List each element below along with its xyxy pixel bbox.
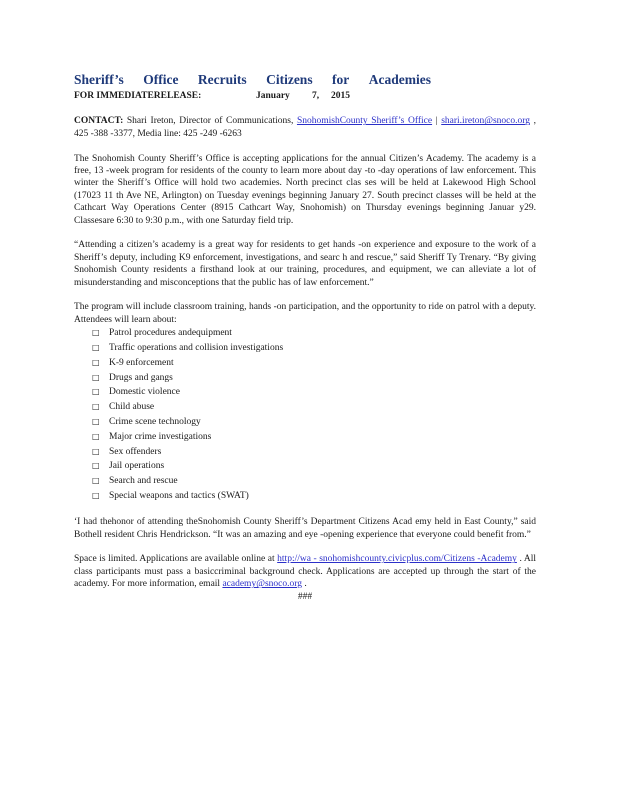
paragraph-closing <box>74 553 536 590</box>
checkbox-icon: □ <box>92 387 100 397</box>
title-word: Recruits <box>197 72 247 87</box>
list-item-label: Search and rescue <box>109 476 178 487</box>
list-item <box>92 415 536 430</box>
paragraph-resident-quote: ‘I had thehonor of attending theSnohomish County Sheriff’s Department Citizens Acad emy held in East County,” said Bothell resident Chris Hendrickson. “It was an amazing and eye -opening experience that everyone could benefit from.” <box>74 517 536 540</box>
list-item-label: Traffic operations and collision investigations <box>109 343 284 354</box>
title-word: Sheriff’s <box>74 72 124 87</box>
closing-text: . All class participants must pass a basiccriminal background check. Applications are accepted up through the start of the academy. For more information, email <box>74 554 536 590</box>
list-item-label: Sex offenders <box>109 446 162 457</box>
contact-phones: , 425 -388 -3377, Media line: 425 -249 -6263 <box>74 116 536 139</box>
end-mark: ### <box>297 591 313 602</box>
list-item-label: K-9 enforcement <box>109 357 174 368</box>
list-item <box>92 371 536 386</box>
list-item-label: Patrol procedures andequipment <box>109 328 232 339</box>
paragraph-announcement: The Snohomish County Sheriff’s Office is accepting applications for the annual Citizen’s Academy. The academy is a free, 13 -week program for residents of the county to learn more about day -to -day operations of law enforcement. This winter the Sheriff’s Office will hold two academies. North precinct clas ses will be held at Lakewood High School (17023 11 th Ave NE, Arlington) on Tuesday evenings beginning January 27. South precinct classes will be held at the Cathcart Way Operations Center (8915 Cathcart Way, Snohomish) on Thursday evenings beginning Januar y29. Classesare 6:30 to 9:30 p.m., with one Saturday field trip. <box>74 153 536 226</box>
list-item <box>92 385 536 400</box>
list-item <box>92 489 536 504</box>
release-label: FOR IMMEDIATERELEASE: <box>74 91 202 101</box>
checkbox-icon: □ <box>92 357 100 367</box>
list-item-label: Child abuse <box>109 402 155 413</box>
release-day: 7, <box>312 91 320 101</box>
release-line <box>74 91 536 103</box>
release-month: January <box>256 91 290 101</box>
checkbox-icon: □ <box>92 372 100 382</box>
contact-paragraph <box>74 115 536 140</box>
title-word: Citizens <box>266 72 313 87</box>
checkbox-icon: □ <box>92 461 100 471</box>
page-title <box>74 72 431 88</box>
title-word: Academies <box>368 72 431 87</box>
title-word: Office <box>143 72 179 87</box>
contact-label: CONTACT: <box>74 116 124 127</box>
contact-text: Shari Ireton, Director of Communications, <box>123 116 297 127</box>
checkbox-icon: □ <box>92 476 100 486</box>
release-year: 2015 <box>331 91 350 101</box>
checkbox-icon: □ <box>92 343 100 353</box>
contact-separator: | <box>432 116 442 127</box>
paragraph-sheriff-quote: “Attending a citizen’s academy is a great way for residents to get hands -on experience and exposure to the work of a Sheriff’s deputy, including K9 enforcement, investigations, and searc h and rescue,” said Sheriff Ty Trenary. “By giving Snohomish County residents a firsthand look at our training, procedures, and equipment, we can alleviate a lot of misunderstanding and misconceptions that the public has of law enforcement.” <box>74 240 536 288</box>
list-item <box>92 400 536 415</box>
list-item <box>92 356 536 371</box>
academy-email-link[interactable]: academy@snoco.org <box>222 579 302 590</box>
title-word: for <box>332 72 350 87</box>
list-item <box>92 341 536 356</box>
contact-email-link[interactable]: shari.ireton@snoco.org <box>441 116 530 127</box>
list-item <box>92 459 536 474</box>
checkbox-icon: □ <box>92 402 100 412</box>
list-item <box>92 445 536 460</box>
list-item-label: Domestic violence <box>109 387 180 398</box>
closing-text: . <box>301 579 307 590</box>
press-release <box>74 72 536 602</box>
paragraph-program: The program will include classroom training, hands -on participation, and the opportunity to ride on patrol with a deputy. Attendees will learn about: <box>74 302 536 325</box>
list-item <box>92 430 536 445</box>
list-item-label: Special weapons and tactics (SWAT) <box>109 491 249 502</box>
list-item-label: Drugs and gangs <box>109 372 173 383</box>
checkbox-icon: □ <box>92 431 100 441</box>
checkbox-icon: □ <box>92 491 100 501</box>
list-item <box>92 326 536 341</box>
checkbox-icon: □ <box>92 417 100 427</box>
list-item-label: Crime scene technology <box>109 417 201 428</box>
closing-text: Space is limited. Applications are available online at <box>74 554 278 565</box>
checkbox-icon: □ <box>92 446 100 456</box>
application-link[interactable]: http://wa - snohomishcounty.civicplus.com/Citizens -Academy <box>277 554 517 565</box>
list-item <box>92 474 536 489</box>
list-item-label: Major crime investigations <box>109 431 212 442</box>
checkbox-icon: □ <box>92 328 100 338</box>
list-item-label: Jail operations <box>109 461 165 472</box>
topics-list <box>74 326 536 504</box>
office-link[interactable]: SnohomishCounty Sheriff’s Office <box>296 116 433 127</box>
